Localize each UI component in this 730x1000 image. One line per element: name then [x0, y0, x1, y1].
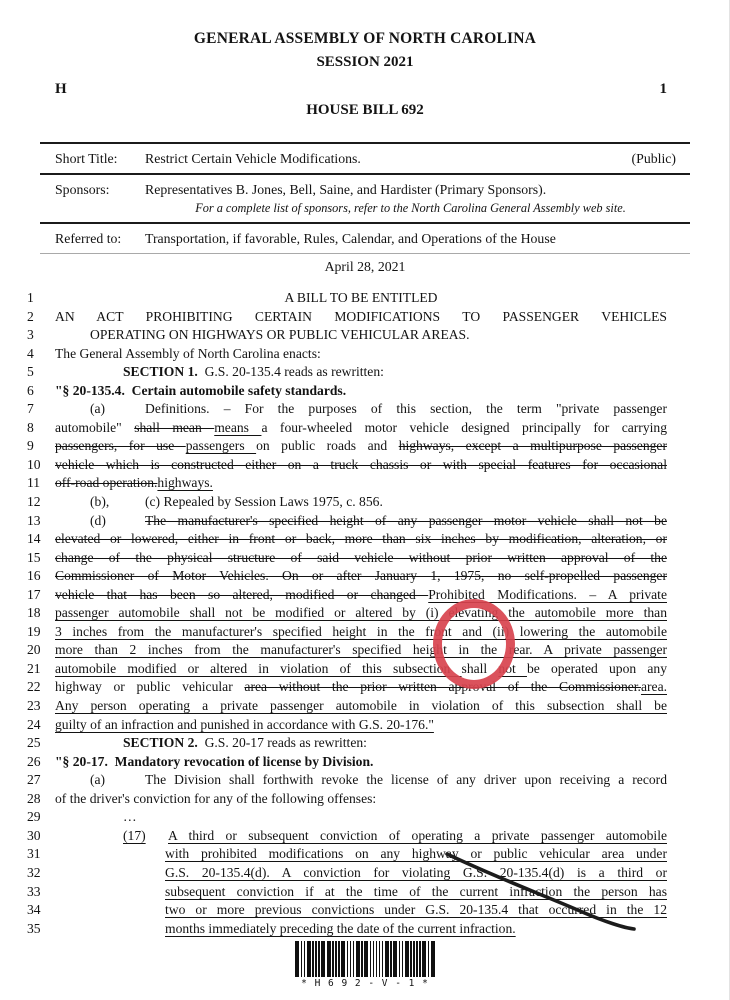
bill-line: [0, 567, 730, 586]
text-segment: SECTION 2.: [123, 735, 198, 751]
text-segment: vehicle which is constructed either on a truck chassis or with special features for occasional: [55, 456, 667, 472]
line-text: [55, 400, 667, 419]
text-segment: Definitions. – For the purposes of this section, the term "private passenger: [145, 401, 667, 417]
referred-to-row: [40, 224, 690, 254]
text-segment: area without the prior written approval of the Commissioner.: [244, 679, 641, 695]
short-title-row: [40, 144, 690, 175]
chamber-letter: H: [55, 81, 67, 97]
document-header: [0, 30, 730, 71]
bill-line: [0, 345, 730, 364]
line-text: [55, 734, 667, 753]
line-number: 30: [27, 827, 41, 843]
barcode-bar: [431, 941, 435, 977]
text-segment: highway or public vehicular: [55, 679, 245, 695]
text-segment: (a): [90, 401, 106, 417]
line-text: [55, 678, 667, 697]
line-text: [55, 456, 667, 475]
sponsors-label: Sponsors:: [55, 182, 110, 197]
line-number: 23: [27, 698, 41, 714]
barcode-bars: [295, 941, 435, 977]
bill-line: [0, 382, 730, 401]
text-segment: Any person operating a private passenger automobile in violation of this subsection shall be: [55, 698, 667, 714]
line-text: [55, 530, 667, 549]
text-segment: 3 inches from the manufacturer's specified height in the front and (ii) lowering the automobile: [55, 623, 667, 639]
line-text: [55, 660, 667, 679]
line-number: 17: [27, 586, 41, 602]
bill-line: [0, 697, 730, 716]
bill-line: [0, 771, 730, 790]
line-number: 28: [27, 790, 41, 806]
text-segment: "§ 20-17. Mandatory revocation of license by Division.: [55, 753, 374, 769]
text-segment: Commissioner of Motor Vehicles. On or after January 1, 1975, no self-propelled passenger: [55, 568, 667, 584]
text-segment: A BILL TO BE ENTITLED: [284, 290, 438, 305]
chamber-row: [55, 81, 667, 98]
sponsors-value: [145, 182, 690, 216]
line-text: [55, 697, 667, 716]
text-segment: automobile modified or altered in violation of this subsection: [55, 660, 462, 676]
bill-date: April 28, 2021: [324, 259, 406, 274]
bill-line: [0, 864, 730, 883]
text-segment: G.S. 20-17 reads as rewritten:: [197, 735, 367, 751]
line-text: [55, 289, 667, 308]
bill-line: [0, 586, 730, 605]
line-number: 18: [27, 605, 41, 621]
text-segment: (b),: [90, 494, 110, 510]
line-text: [55, 920, 667, 939]
line-text: [55, 623, 667, 642]
line-text: [55, 901, 667, 920]
text-segment: a four-wheeled motor vehicle designed principally for carrying: [261, 419, 667, 435]
line-number: 12: [27, 494, 41, 510]
line-text: [55, 790, 667, 809]
line-text: [55, 716, 667, 735]
bill-line: [0, 790, 730, 809]
line-text: [55, 549, 667, 568]
barcode-label: * H 6 9 2 - V - 1 *: [301, 978, 429, 989]
line-text: [55, 753, 667, 772]
bill-line: [0, 363, 730, 382]
text-segment: automobile": [55, 419, 135, 435]
line-number: 35: [27, 920, 41, 936]
bill-line: [0, 623, 730, 642]
text-segment: …: [123, 809, 137, 825]
bill-info-table: [40, 142, 690, 254]
text-segment: more than 2 inches from the manufacturer's specified height in the rear. A private passenger: [55, 642, 667, 658]
line-text: [55, 586, 667, 605]
bill-line: [0, 604, 730, 623]
bill-line: [0, 400, 730, 419]
line-number: 9: [27, 438, 34, 454]
line-number: 32: [27, 864, 41, 880]
text-segment: with prohibited modifications on any highway or public vehicular area under: [165, 846, 667, 862]
text-segment: AN ACT PROHIBITING CERTAIN MODIFICATIONS TO PASSENGER VEHICLES: [55, 308, 667, 324]
bill-title: HOUSE BILL 692: [306, 102, 424, 118]
bill-line: [0, 827, 730, 846]
assembly-title: GENERAL ASSEMBLY OF NORTH CAROLINA: [193, 30, 537, 47]
line-text: [55, 512, 667, 531]
bill-line: [0, 419, 730, 438]
text-segment: passengers, for use: [55, 438, 186, 454]
line-number: 33: [27, 883, 41, 899]
text-segment: (17): [123, 827, 146, 843]
bill-line: [0, 474, 730, 493]
text-segment: highways.: [157, 475, 213, 491]
text-segment: SECTION 1.: [123, 364, 198, 380]
bill-line: [0, 883, 730, 902]
bill-line: [0, 530, 730, 549]
bill-line: [0, 808, 730, 827]
bill-line: [0, 678, 730, 697]
text-segment: of the driver's conviction for any of the following offenses:: [55, 790, 377, 806]
line-number: 10: [27, 456, 41, 472]
text-segment: (a): [90, 772, 106, 788]
bill-line: [0, 901, 730, 920]
text-segment: be operated upon any: [526, 660, 667, 676]
line-text: [55, 567, 667, 586]
sponsors-note: For a complete list of sponsors, refer to the North Carolina General Assembly web site.: [195, 201, 626, 215]
bill-line: [0, 660, 730, 679]
line-text: [55, 771, 667, 790]
line-number: 3: [27, 327, 34, 343]
text-segment: change of the physical structure of said vehicle without prior written approval of the: [55, 549, 667, 565]
text-segment: means: [214, 419, 262, 435]
line-text: [55, 363, 667, 382]
sponsors-names: Representatives B. Jones, Bell, Saine, and Hardister (Primary Sponsors).: [145, 182, 547, 197]
text-segment: area.: [640, 679, 667, 695]
page-number: 1: [659, 81, 667, 97]
short-title-value: Restrict Certain Vehicle Modifications.: [145, 151, 361, 166]
sponsors-row: [40, 175, 690, 224]
line-number: 29: [27, 809, 41, 825]
line-text: [55, 864, 667, 883]
text-segment: (d): [90, 512, 106, 528]
line-number: 24: [27, 716, 41, 732]
line-number: 2: [27, 308, 34, 324]
bill-line: [0, 512, 730, 531]
line-number: 26: [27, 753, 41, 769]
line-text: [55, 604, 667, 623]
text-segment: Prohibited Modifications. – A private: [428, 586, 667, 602]
bill-line: [0, 326, 730, 345]
line-text: [55, 827, 667, 846]
referred-to-value: Transportation, if favorable, Rules, Calendar, and Operations of the House: [145, 231, 556, 246]
line-text: [55, 419, 667, 438]
bill-line: [0, 456, 730, 475]
line-number: 4: [27, 345, 34, 361]
text-segment: The manufacturer's specified height of any passenger motor vehicle shall not be: [145, 512, 667, 528]
line-number: 27: [27, 772, 41, 788]
line-text: [55, 326, 667, 345]
line-number: 21: [27, 660, 41, 676]
text-segment: OPERATING ON HIGHWAYS OR PUBLIC VEHICULAR AREAS.: [90, 327, 470, 343]
bill-line: [0, 641, 730, 660]
text-segment: guilty of an infraction and punished in accordance with G.S. 20-176.": [55, 716, 434, 732]
text-segment: months immediately preceding the date of the current infraction.: [165, 920, 516, 936]
referred-to-label: Referred to:: [55, 231, 122, 246]
line-number: 34: [27, 902, 41, 918]
line-number: 20: [27, 642, 41, 658]
text-segment: off-road operation.: [55, 475, 158, 491]
line-text: [55, 808, 667, 827]
line-text: [55, 382, 667, 401]
text-segment: shall mean: [134, 419, 215, 435]
line-number: 11: [27, 475, 41, 491]
line-number: 5: [27, 364, 34, 380]
barcode: [0, 941, 730, 989]
short-title-label: Short Title:: [55, 151, 118, 166]
bill-line: [0, 734, 730, 753]
line-number: 1: [27, 290, 34, 305]
line-text: [55, 308, 667, 327]
text-segment: "§ 20-135.4. Certain automobile safety standards.: [55, 382, 347, 398]
bill-line: [0, 716, 730, 735]
text-segment: subsequent conviction if at the time of the current infraction the person has: [165, 883, 667, 899]
text-segment: passenger automobile shall not be modified or altered by (i) elevating the automobile more than: [55, 605, 667, 621]
line-text: [55, 345, 667, 364]
text-segment: G.S. 20-135.4 reads as rewritten:: [197, 364, 384, 380]
line-number: 19: [27, 623, 41, 639]
text-segment: The Division shall forthwith revoke the license of any driver upon receiving a record: [145, 772, 667, 788]
session-title: SESSION 2021: [316, 54, 414, 70]
bill-line: [0, 289, 730, 308]
line-number: 16: [27, 568, 41, 584]
line-number: 7: [27, 401, 34, 417]
text-segment: The General Assembly of North Carolina enacts:: [55, 345, 321, 361]
bill-line: [0, 920, 730, 939]
text-segment: elevated or lowered, either in front or back, more than six inches by modification, alteration, or: [55, 531, 667, 547]
line-number: 14: [27, 531, 41, 547]
bill-line: [0, 493, 730, 512]
text-segment: highways, except a multipurpose passenger: [398, 438, 667, 454]
text-segment: passengers: [185, 438, 257, 454]
text-segment: on public roads and: [256, 438, 399, 454]
text-segment: G.S. 20-135.4(d). A conviction for violating G.S. 20-135.4(d) is a third or: [165, 864, 667, 880]
line-number: 13: [27, 512, 41, 528]
bill-line: [0, 308, 730, 327]
line-number: 8: [27, 419, 34, 435]
line-text: [55, 493, 667, 512]
line-number: 15: [27, 549, 41, 565]
text-segment: vehicle that has been so altered, modified or changed: [55, 586, 429, 602]
text-segment: not: [498, 660, 527, 676]
line-number: 22: [27, 679, 41, 695]
line-text: [55, 641, 667, 660]
public-tag: (Public): [631, 151, 676, 166]
text-segment: two or more previous convictions under G.S. 20-135.4 that occurred in the 12: [165, 902, 667, 918]
text-segment: (c) Repealed by Session Laws 1975, c. 856.: [145, 494, 383, 510]
bill-line: [0, 845, 730, 864]
bill-text: [0, 289, 730, 938]
line-text: [55, 474, 667, 493]
line-text: [55, 845, 667, 864]
bill-line: [0, 549, 730, 568]
line-text: [55, 437, 667, 456]
bill-line: [0, 753, 730, 772]
bill-line: [0, 437, 730, 456]
line-text: [55, 883, 667, 902]
line-number: 6: [27, 382, 34, 398]
line-number: 31: [27, 846, 41, 862]
text-segment: shall: [461, 660, 499, 676]
text-segment: A third or subsequent conviction of operating a private passenger automobile: [168, 827, 667, 843]
line-number: 25: [27, 735, 41, 751]
